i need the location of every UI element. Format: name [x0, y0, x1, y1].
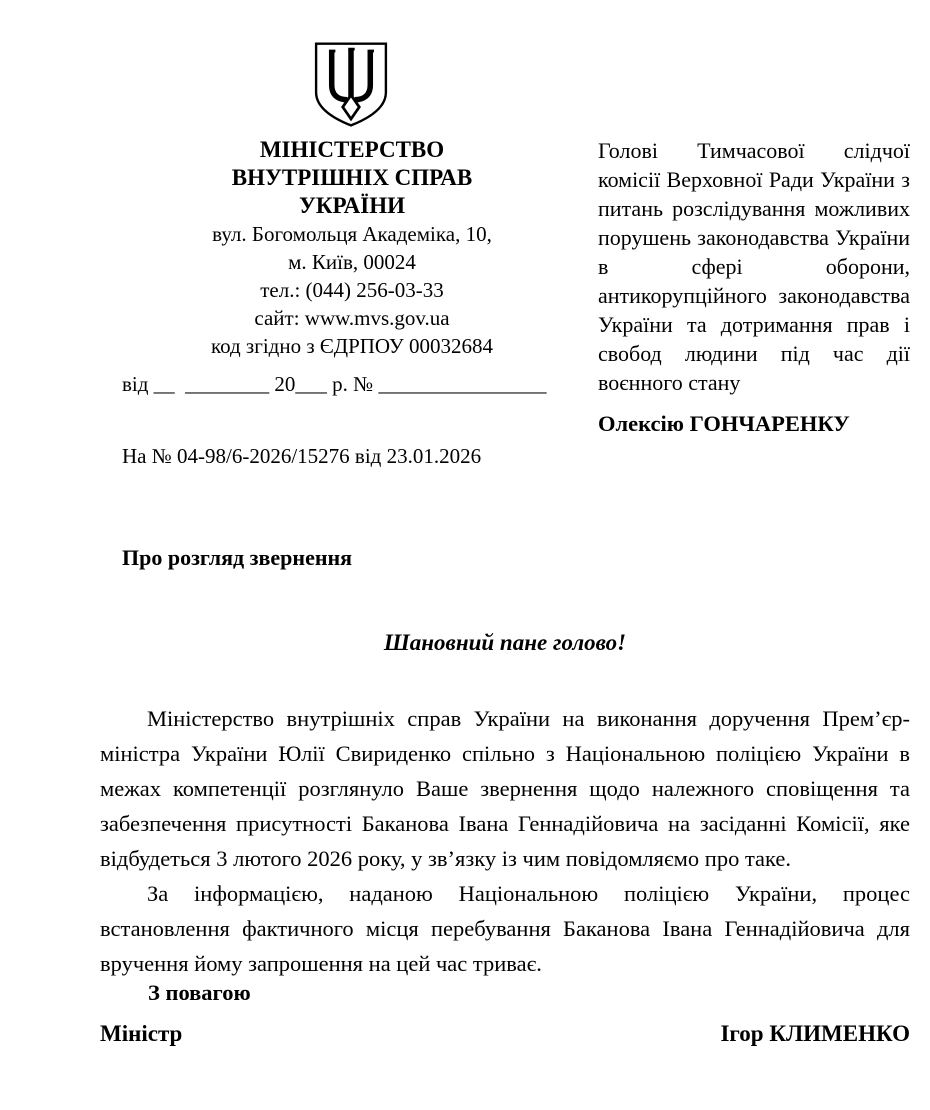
ministry-name-line: МІНІСТЕРСТВО [259, 137, 445, 162]
addressee-block [598, 136, 910, 438]
org-city-postcode: м. Київ, 00024 [288, 250, 416, 274]
org-phone: тел.: (044) 256-03-33 [260, 278, 444, 302]
salutation: Шановний пане голово! [383, 630, 627, 655]
ukraine-trident-emblem-icon [306, 40, 396, 130]
addressee-description: Голові Тимчасової слідчої комісії Верховної Ради України з питань розслідування можливих порушень законодавства України в сфері оборони, антикорупційного законодавства України та дотримання прав і свобод людини під час дії воєнного стану [598, 138, 910, 395]
ministry-name-line: ВНУТРІШНІХ СПРАВ [231, 165, 473, 190]
letterhead-org-block [122, 136, 582, 360]
outgoing-date-number-line: від __ ________ 20___ р. № ________________ [122, 372, 547, 396]
body-paragraph: Міністерство внутрішніх справ України на виконання доручення Прем’єр-міністра України Юлії Свириденко спільно з Національною поліцією України в межах компетенції розглянуло Ваше звернення щодо належного сповіщення та забезпечення присутності Баканова Івана Геннадійовича на засіданні Комісії, яке відбудеться 3 лютого 2026 року, у зв’язку із чим повідомляємо про таке. [100, 706, 910, 871]
body-paragraph: За інформацією, наданою Національною поліцією України, процес встановлення фактичного місця перебування Баканова Івана Геннадійовича для вручення йому запрошення на цей час триває. [100, 881, 910, 976]
incoming-reference-line: На № 04-98/6-2026/15276 від 23.01.2026 [122, 444, 482, 468]
closing-phrase: З повагою [148, 980, 251, 1005]
org-website: сайт: www.mvs.gov.ua [254, 306, 450, 330]
subject-line: Про розгляд звернення [122, 545, 353, 570]
signature-row [100, 1021, 910, 1047]
signer-name: Ігор КЛИМЕНКО [720, 1021, 910, 1046]
letter-body [100, 701, 910, 981]
org-street-address: вул. Богомольця Академіка, 10, [212, 222, 492, 246]
ministry-name-line: УКРАЇНИ [298, 193, 405, 218]
signer-position: Міністр [100, 1021, 183, 1046]
addressee-name: Олексію ГОНЧАРЕНКУ [598, 411, 850, 436]
org-edrpou-code: код згідно з ЄДРПОУ 00032684 [210, 334, 494, 358]
